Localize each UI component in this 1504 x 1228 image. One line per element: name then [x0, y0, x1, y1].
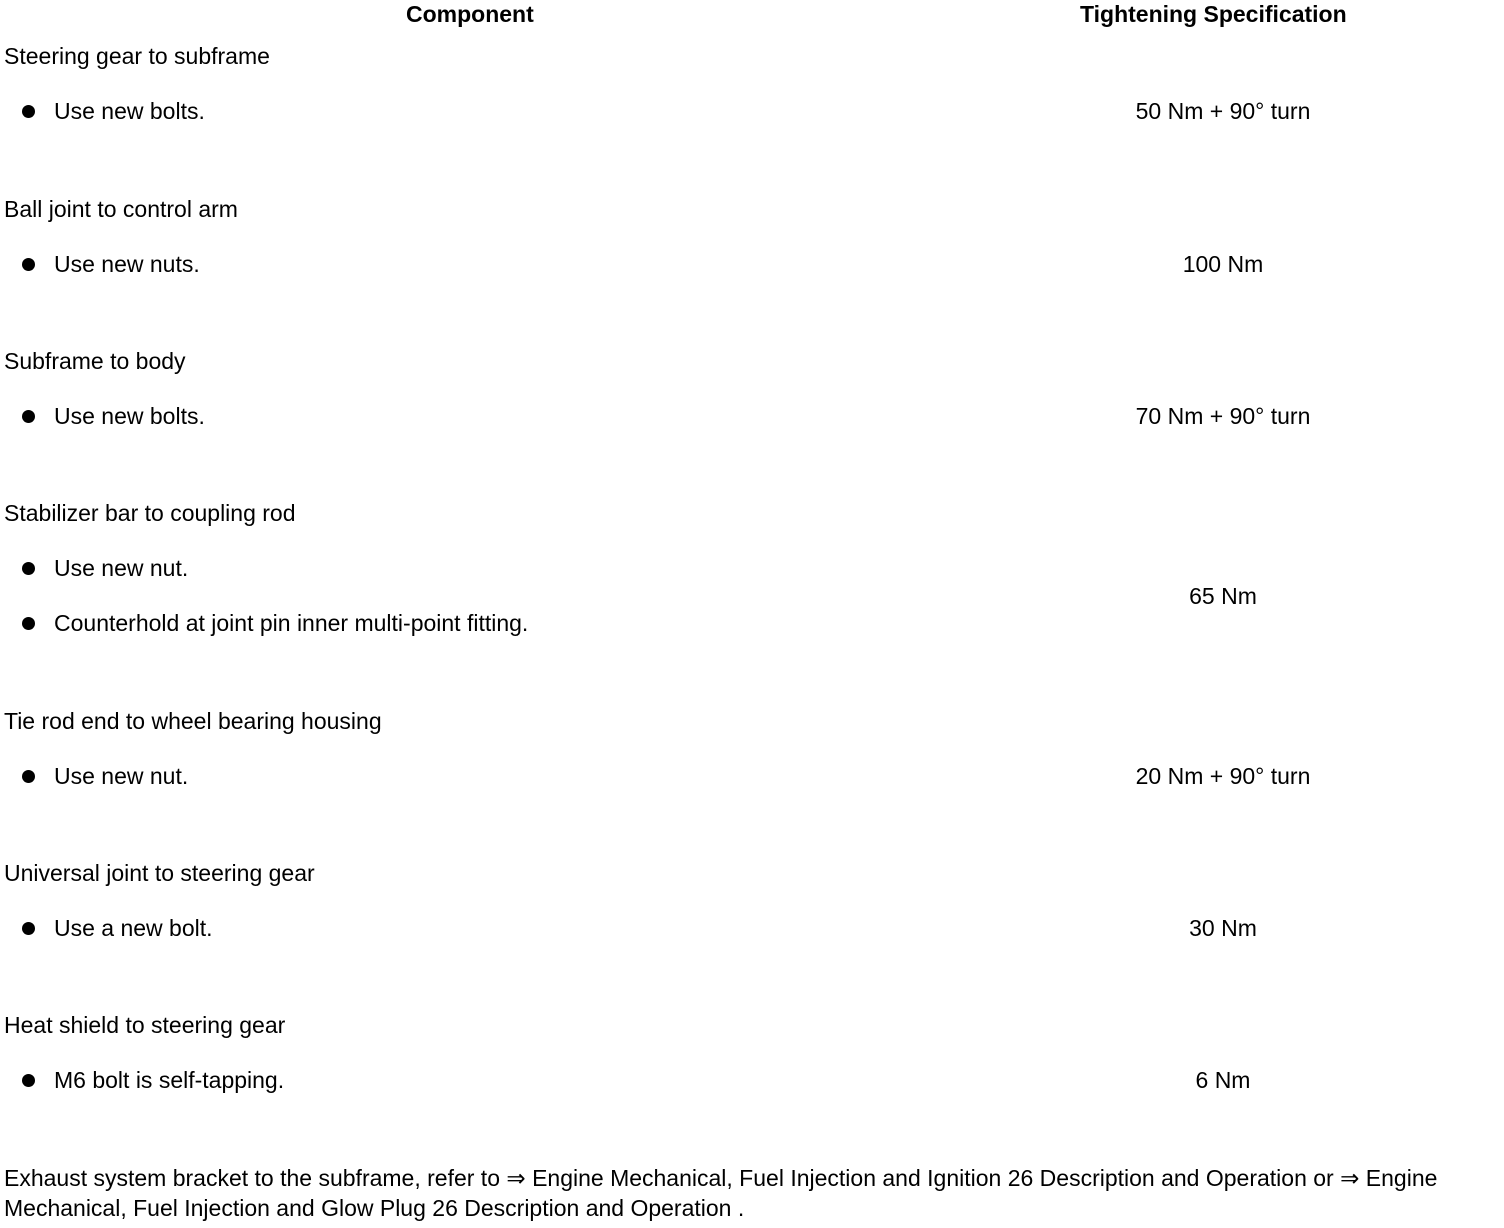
arrow-icon: ⇒	[506, 1165, 526, 1191]
arrow-icon: ⇒	[1340, 1165, 1360, 1191]
footer-end: .	[737, 1195, 745, 1221]
note-text: Use new bolts.	[54, 403, 205, 429]
spec-value: 100 Nm	[1182, 251, 1264, 277]
engine-ignition-link[interactable]: Engine Mechanical, Fuel Injection and Ignition 26 Description and Operation	[532, 1165, 1307, 1191]
footer-note	[4, 1163, 1502, 1223]
engine-glow-plug-link[interactable]: Engine Mechanical, Fuel Injection and Glow Plug 26 Description and Operation	[4, 1165, 1438, 1221]
bullet-icon	[22, 258, 35, 271]
component-universal-joint-steering-gear: Universal joint to steering gear	[4, 860, 315, 886]
spec-value: 65 Nm	[1189, 583, 1257, 609]
component-subframe-body: Subframe to body	[4, 348, 186, 374]
bullet-icon	[22, 770, 35, 783]
spec-value: 70 Nm + 90° turn	[1135, 403, 1311, 429]
bullet-icon	[22, 617, 35, 630]
list-item	[22, 1066, 284, 1094]
footer-connector: or	[1313, 1165, 1334, 1191]
list-item	[22, 554, 188, 582]
spec-value: 30 Nm	[1189, 915, 1257, 941]
note-text: Use new nut.	[54, 555, 189, 581]
bullet-icon	[22, 922, 35, 935]
list-item	[22, 402, 205, 430]
list-item	[22, 762, 188, 790]
bullet-icon	[22, 105, 35, 118]
list-item	[22, 250, 200, 278]
list-item	[22, 97, 205, 125]
spec-value: 20 Nm + 90° turn	[1135, 763, 1311, 789]
spec-value: 6 Nm	[1195, 1067, 1251, 1093]
bullet-icon	[22, 1074, 35, 1087]
component-steering-gear-subframe: Steering gear to subframe	[4, 43, 270, 69]
component-ball-joint-control-arm: Ball joint to control arm	[4, 196, 238, 222]
component-heat-shield-steering-gear: Heat shield to steering gear	[4, 1012, 286, 1038]
note-text: Use new nut.	[54, 763, 189, 789]
column-header-spec: Tightening Specification	[1080, 1, 1347, 27]
column-header-component: Component	[406, 1, 534, 27]
list-item	[22, 914, 213, 942]
spec-value: 50 Nm + 90° turn	[1135, 98, 1311, 124]
component-tie-rod-end-wheel-bearing-housing: Tie rod end to wheel bearing housing	[4, 708, 382, 734]
note-text: Use a new bolt.	[54, 915, 213, 941]
footer-intro: Exhaust system bracket to the subframe, refer to	[4, 1165, 500, 1191]
note-text: Use new bolts.	[54, 98, 205, 124]
note-text: Use new nuts.	[54, 251, 200, 277]
bullet-icon	[22, 410, 35, 423]
note-text: Counterhold at joint pin inner multi-point fitting.	[54, 610, 529, 636]
note-text: M6 bolt is self-tapping.	[54, 1067, 285, 1093]
list-item	[22, 609, 528, 637]
bullet-icon	[22, 562, 35, 575]
component-stabilizer-bar-coupling-rod: Stabilizer bar to coupling rod	[4, 500, 296, 526]
